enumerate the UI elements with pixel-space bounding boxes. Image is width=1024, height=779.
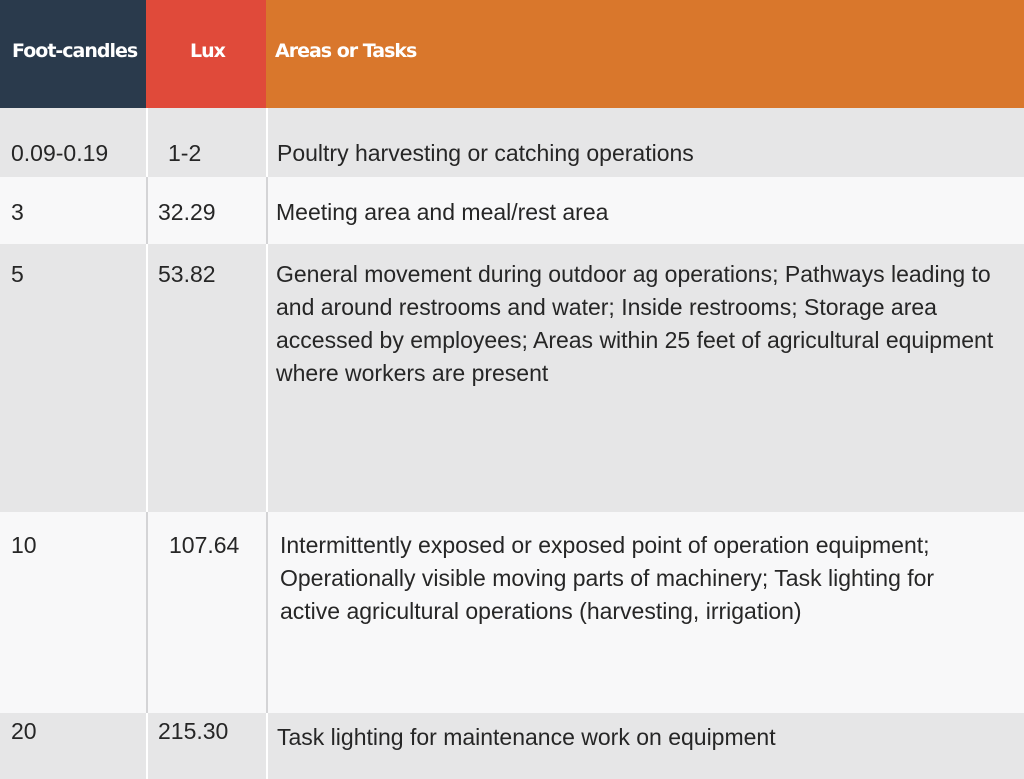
area-cell (266, 512, 1024, 713)
lux-cell: 53.82 (146, 244, 266, 512)
header-lux-label: Lux (190, 40, 225, 62)
area-cell (266, 177, 1024, 244)
header-foot-candles (0, 0, 146, 108)
header-lux (146, 0, 266, 108)
table-row (0, 108, 1024, 177)
header-areas-label: Areas or Tasks (275, 40, 417, 62)
area-cell (266, 108, 1024, 177)
area-cell (266, 713, 1024, 779)
table-row (0, 177, 1024, 244)
foot-candles-cell: 20 (0, 713, 146, 779)
header-areas (266, 0, 1024, 108)
area-text: Task lighting for maintenance work on equipment (277, 724, 776, 750)
foot-candles-cell: 3 (0, 177, 146, 244)
lux-cell: 107.64 (146, 512, 266, 713)
header-foot-candles-label: Foot-candles (12, 40, 138, 62)
lux-cell: 215.30 (146, 713, 266, 779)
table-row (0, 512, 1024, 713)
lux-cell: 32.29 (146, 177, 266, 244)
foot-candles-cell: 10 (0, 512, 146, 713)
area-text: Poultry harvesting or catching operations (277, 140, 694, 166)
table-row (0, 713, 1024, 779)
lux-cell: 1-2 (146, 108, 266, 177)
table-row (0, 244, 1024, 512)
foot-candles-cell: 0.09-0.19 (0, 108, 146, 177)
area-cell (266, 244, 1024, 512)
area-text: General movement during outdoor ag operations; Pathways leading to and around restrooms and water; Inside restrooms; Storage area accessed by employees; Areas within 25 feet of agricultural equipment where workers are present (276, 261, 994, 386)
area-text: Meeting area and meal/rest area (276, 199, 609, 225)
area-text: Intermittently exposed or exposed point of operation equipment; Operationally visible moving parts of machinery; Task lighting for active agricultural operations (harvesting, irrigation) (280, 532, 935, 624)
foot-candles-cell: 5 (0, 244, 146, 512)
